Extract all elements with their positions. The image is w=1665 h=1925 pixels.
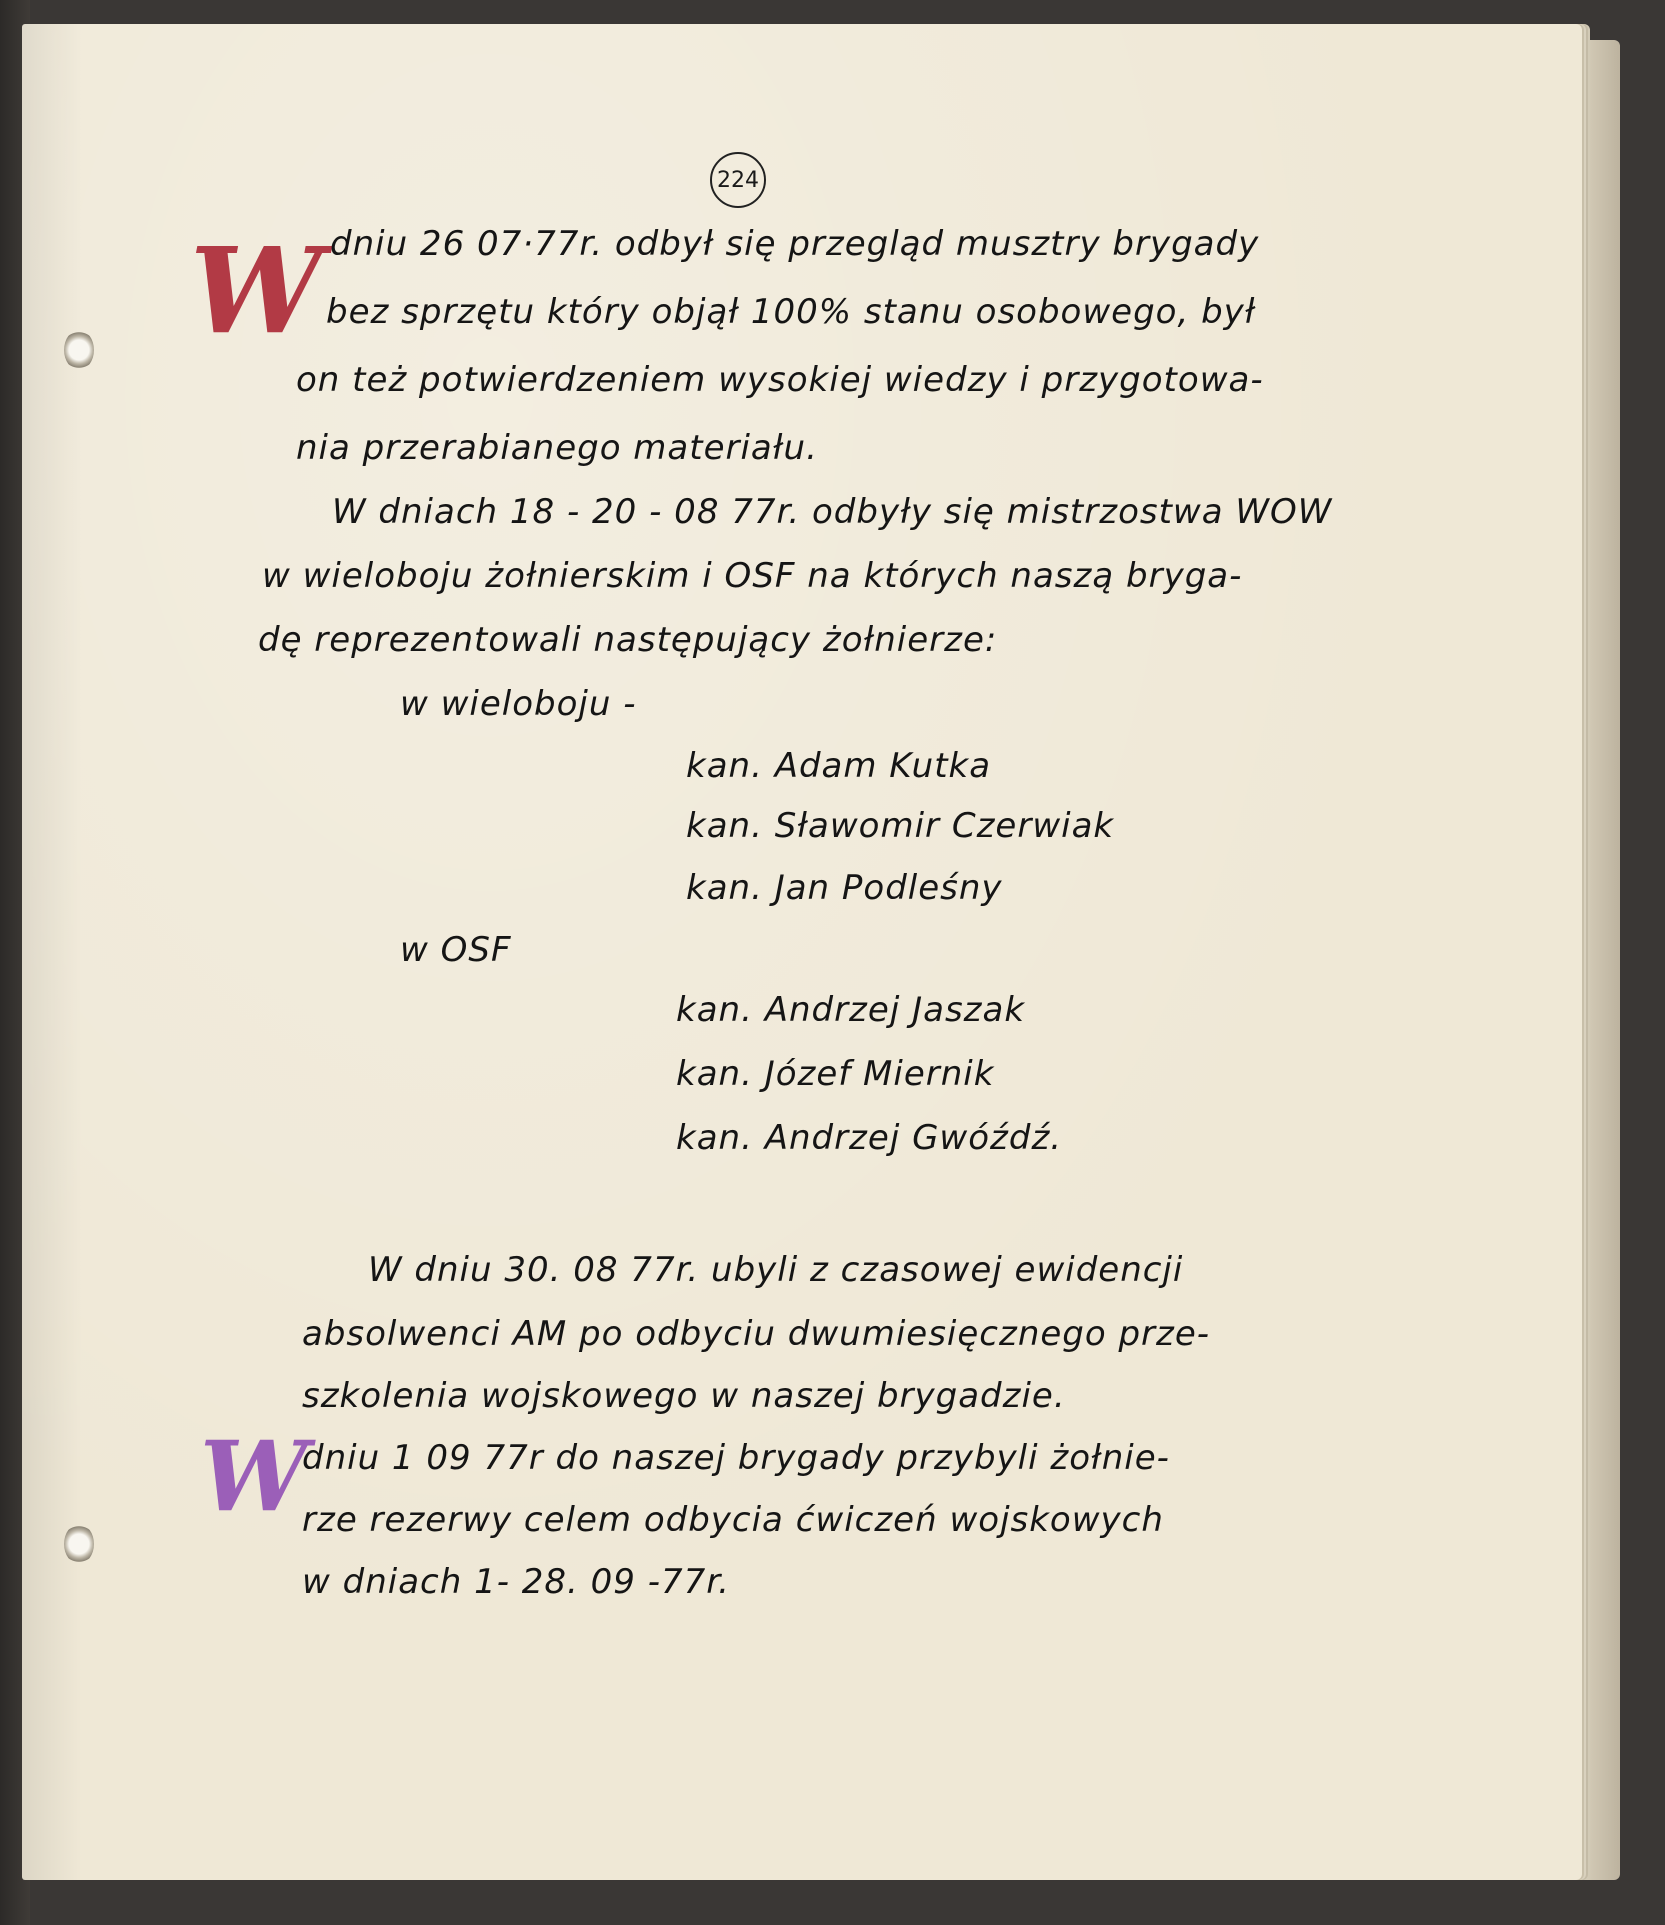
text-line: kan. Sławomir Czerwiak [686, 806, 1115, 846]
text-line: nia przerabianego materiału. [296, 428, 818, 468]
decorative-initial-purple: W [200, 1420, 308, 1533]
text-line: bez sprzętu który objął 100% stanu osobowego, był [326, 292, 1256, 332]
punch-hole-top [64, 330, 94, 370]
text-line: dniu 26 07·77r. odbył się przegląd musztry brygady [330, 224, 1260, 264]
text-line: kan. Andrzej Jaszak [676, 990, 1026, 1030]
decorative-initial-red: W [190, 221, 323, 360]
text-line: dę reprezentowali następujący żołnierze: [258, 620, 998, 660]
text-line: w wieloboju żołnierskim i OSF na których naszą bryga- [262, 556, 1243, 596]
text-line: w OSF [400, 930, 512, 970]
text-line: kan. Józef Miernik [676, 1054, 995, 1094]
text-line: kan. Andrzej Gwóźdź. [676, 1118, 1063, 1158]
text-line: absolwenci AM po odbyciu dwumiesięcznego prze- [302, 1314, 1211, 1354]
text-line: kan. Adam Kutka [686, 746, 992, 786]
text-line: szkolenia wojskowego w naszej brygadzie. [302, 1376, 1066, 1416]
text-line: dniu 1 09 77r do naszej brygady przybyli żołnie- [302, 1438, 1170, 1478]
text-line: w wieloboju - [400, 684, 637, 724]
text-line: w dniach 1- 28. 09 -77r. [302, 1562, 730, 1602]
text-line: kan. Jan Podleśny [686, 868, 1003, 908]
text-line: on też potwierdzeniem wysokiej wiedzy i przygotowa- [296, 360, 1264, 400]
notebook-page [22, 24, 1582, 1880]
text-line: W dniu 30. 08 77r. ubyli z czasowej ewidencji [368, 1250, 1184, 1290]
page-number: 224 [710, 152, 766, 208]
text-line: rze rezerwy celem odbycia ćwiczeń wojskowych [302, 1500, 1164, 1540]
text-line: W dniach 18 - 20 - 08 77r. odbyły się mistrzostwa WOW [332, 492, 1333, 532]
punch-hole-bottom [64, 1524, 94, 1564]
